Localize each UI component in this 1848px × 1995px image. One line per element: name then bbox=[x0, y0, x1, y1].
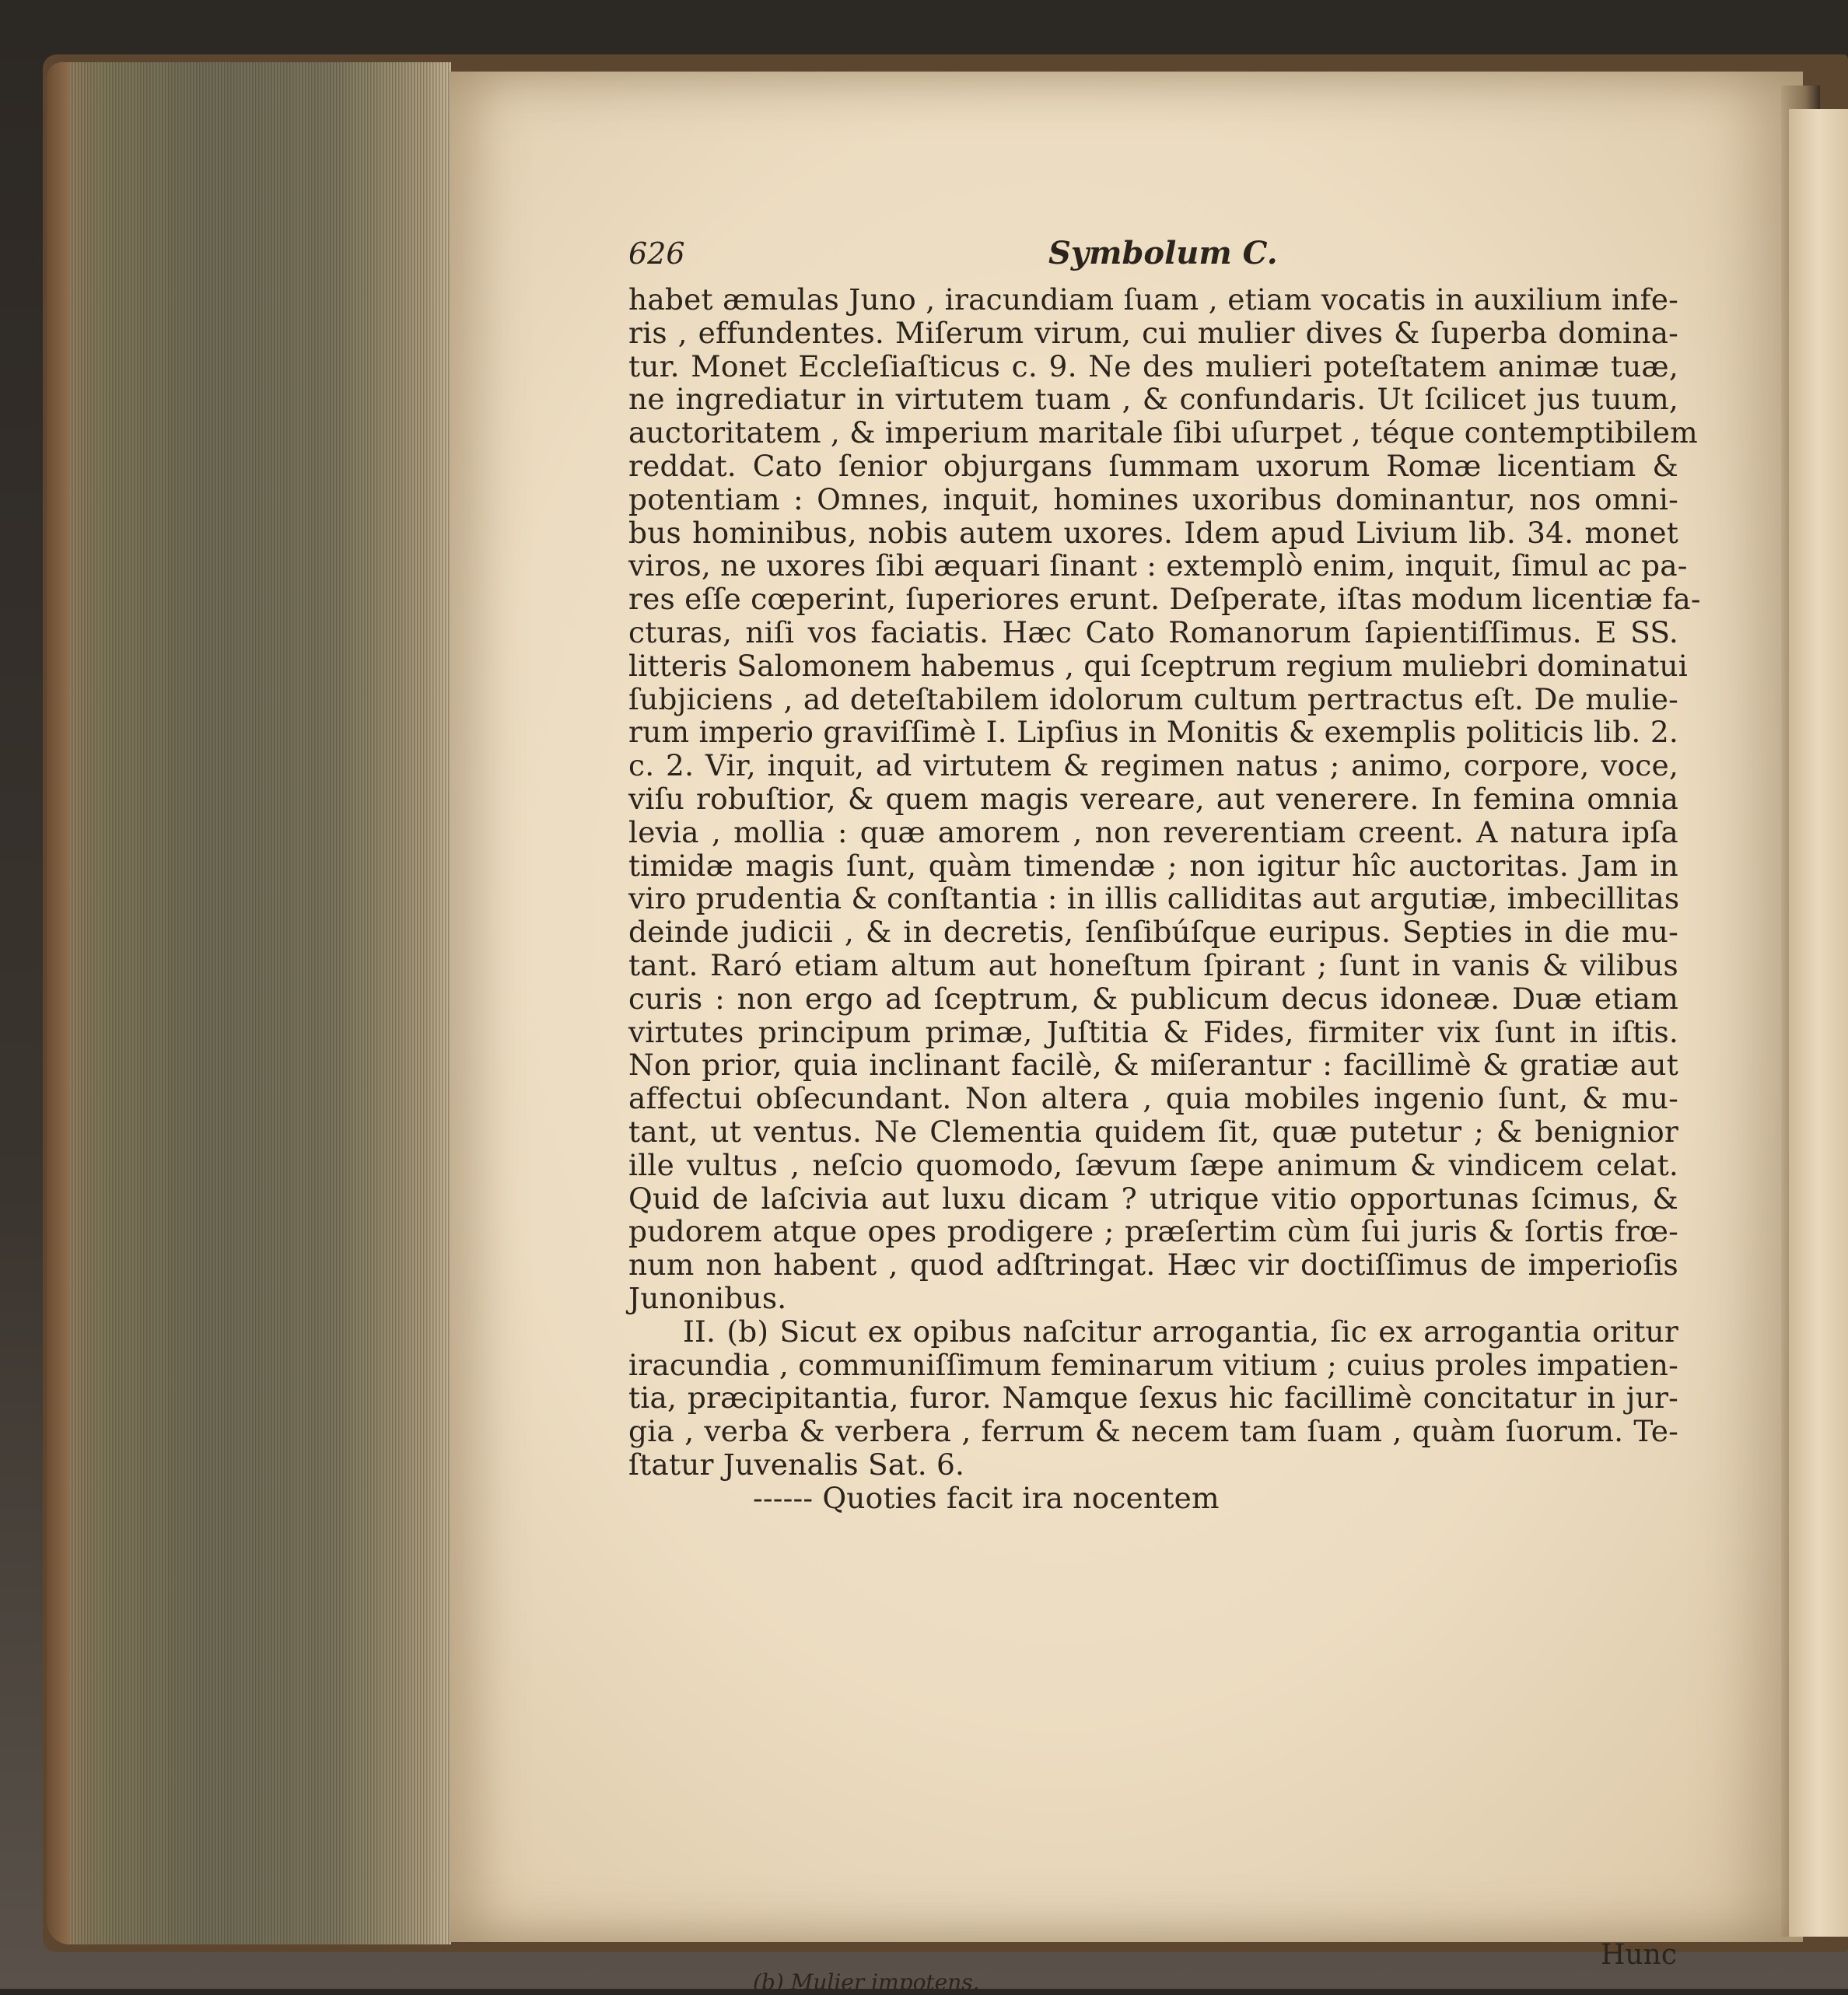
text-line: virtutes principum primæ, Juſtitia & Fides, firmiter vix ſunt in iſtis. bbox=[628, 1014, 1678, 1049]
text-line: cturas, niſi vos faciatis. Hæc Cato Romanorum ſapientiſſimus. E SS. bbox=[628, 614, 1678, 649]
page-number: 626 bbox=[628, 236, 685, 271]
text-line: habet æmulas Juno , iracundiam ſuam , etiam vocatis in auxilium infe- bbox=[628, 282, 1678, 317]
paragraph-2 bbox=[628, 1315, 1678, 1482]
text-line: rum imperio graviſſimè I. Lipſius in Monitis & exemplis politicis lib. 2. bbox=[628, 715, 1678, 750]
text-line: iracundia , communiſſimum feminarum vitium ; cuius proles impatien- bbox=[628, 1347, 1678, 1382]
text-line: bus hominibus, nobis autem uxores. Idem apud Livium lib. 34. monet bbox=[628, 515, 1678, 550]
text-line: litteris Salomonem habemus , qui ſceptrum regium muliebri dominatui bbox=[628, 648, 1688, 683]
facing-page-edge bbox=[1789, 109, 1848, 1937]
footnote: (b) Mulier impotens. bbox=[753, 1969, 980, 1995]
text-line: c. 2. Vir, inquit, ad virtutem & regimen natus ; animo, corpore, voce, bbox=[628, 748, 1678, 783]
text-line: num non habent , quod adſtringat. Hæc vir doctiſſimus de imperioſis bbox=[628, 1248, 1678, 1283]
text-line: deinde judicii , & in decretis, ſenſibúſque euripus. Septies in die mu- bbox=[628, 915, 1678, 950]
running-head bbox=[628, 233, 1678, 283]
text-line: tia, præcipitantia, furor. Namque ſexus hic facillimè concitatur in jur- bbox=[628, 1381, 1678, 1416]
catchword: Hunc bbox=[1601, 1939, 1677, 1971]
text-line: ſubjiciens , ad deteſtabilem idolorum cultum pertractus eſt. De mulie- bbox=[628, 681, 1678, 716]
text-line: reddat. Cato ſenior objurgans ſummam uxorum Romæ licentiam & bbox=[628, 448, 1678, 483]
text-line: tant, ut ventus. Ne Clementia quidem ſit, quæ putetur ; & benignior bbox=[628, 1114, 1678, 1149]
running-title: Symbolum C. bbox=[1048, 235, 1278, 271]
text-line: levia , mollia : quæ amorem , non reverentiam creent. A natura ipſa bbox=[628, 814, 1678, 849]
verse-line: ------ Quoties facit ira nocentem bbox=[753, 1480, 1220, 1515]
page-text-block bbox=[628, 233, 1701, 1995]
text-line: II. (b) Sicut ex opibus naſcitur arrogantia, ſic ex arrogantia oritur bbox=[683, 1314, 1678, 1349]
text-line: ne ingrediatur in virtutem tuam , & confundaris. Ut ſcilicet jus tuum, bbox=[628, 382, 1678, 417]
text-line: timidæ magis ſunt, quàm timendæ ; non igitur hîc auctoritas. Jam in bbox=[628, 848, 1678, 883]
text-line: gia , verba & verbera , ferrum & necem tam ſuam , quàm ſuorum. Te- bbox=[628, 1414, 1678, 1449]
text-line: Quid de laſcivia aut luxu dicam ? utrique vitio opportunas ſcimus, & bbox=[628, 1181, 1678, 1216]
text-line: pudorem atque opes prodigere ; præſertim cùm ſui juris & ſortis frœ- bbox=[628, 1214, 1678, 1249]
text-line: viſu robuſtior, & quem magis vereare, aut venerere. In femina omnia bbox=[628, 781, 1678, 816]
text-line: affectui obſecundant. Non altera , quia mobiles ingenio ſunt, & mu- bbox=[628, 1081, 1678, 1116]
text-line: Non prior, quia inclinant facilè, & miſerantur : facillimè & gratiæ aut bbox=[628, 1048, 1678, 1083]
text-line: auctoritatem , & imperium maritale ſibi uſurpet , téque contemptibilem bbox=[628, 415, 1698, 450]
text-line: curis : non ergo ad ſceptrum, & publicum decus idoneæ. Duæ etiam bbox=[628, 981, 1678, 1016]
text-line: ſtatur Juvenalis Sat. 6. bbox=[628, 1447, 965, 1482]
text-line: ille vultus , neſcio quomodo, ſævum ſæpe animum & vindicem celat. bbox=[628, 1147, 1678, 1182]
text-line: tur. Monet Eccleſiaſticus c. 9. Ne des mulieri poteſtatem animæ tuæ, bbox=[628, 348, 1678, 383]
page-edges bbox=[47, 62, 451, 1944]
text-line: Junonibus. bbox=[628, 1280, 787, 1315]
text-line: viro prudentia & conſtantia : in illis calliditas aut argutiæ, imbecillitas bbox=[628, 881, 1680, 916]
text-line: tant. Raró etiam altum aut honeſtum ſpirant ; ſunt in vanis & vilibus bbox=[628, 947, 1678, 982]
paragraph-1 bbox=[628, 282, 1701, 1315]
text-line: res eſſe cœperint, ſuperiores erunt. Deſperate, iſtas modum licentiæ fa- bbox=[628, 582, 1701, 617]
text-line: potentiam : Omnes, inquit, homines uxoribus dominantur, nos omni- bbox=[628, 481, 1678, 516]
text-line: ris , effundentes. Miſerum virum, cui mulier dives & ſuperba domina- bbox=[628, 315, 1678, 350]
text-line: viros, ne uxores ſibi æquari ſinant : extemplò enim, inquit, ſimul ac pa- bbox=[628, 548, 1688, 583]
